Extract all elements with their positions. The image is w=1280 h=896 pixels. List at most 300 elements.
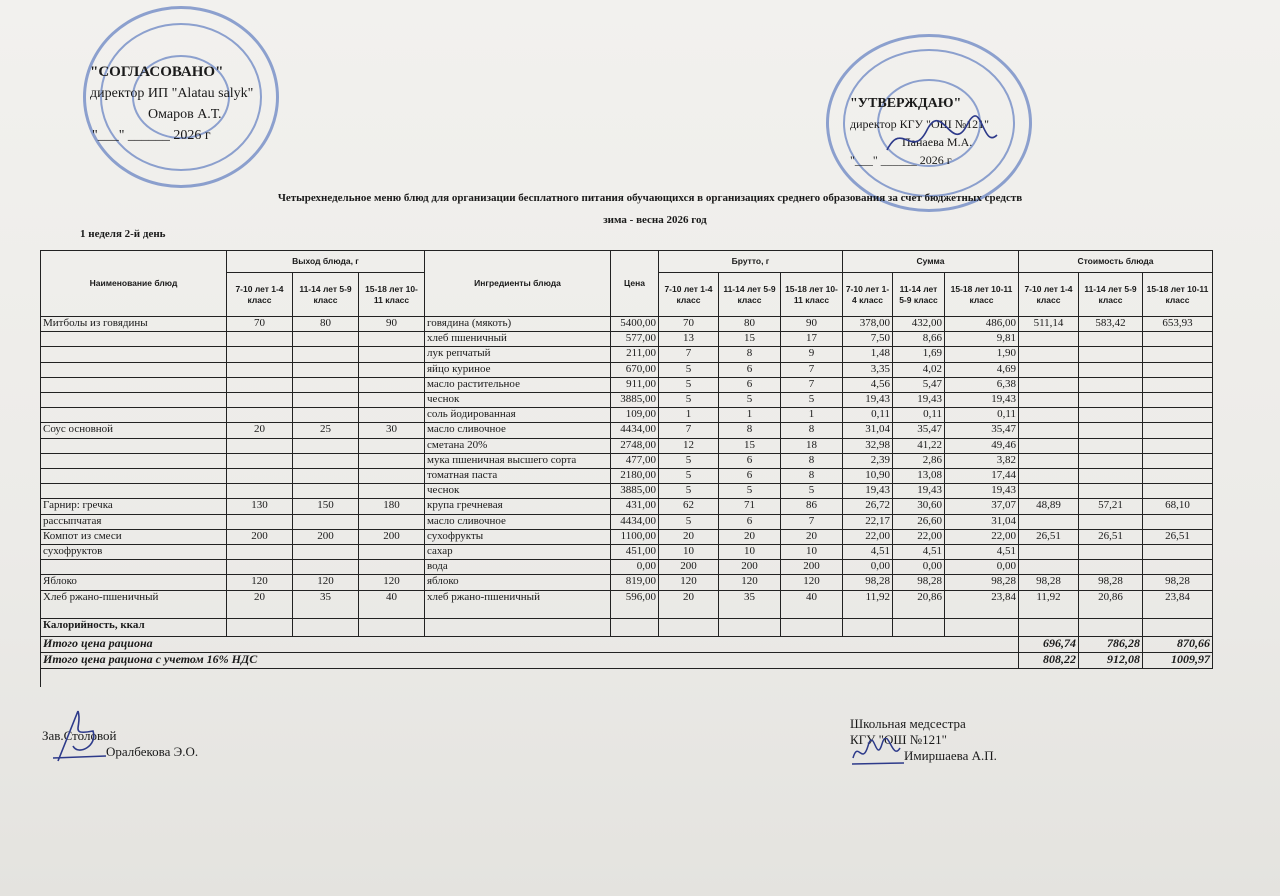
- cell-s3: 9,81: [945, 332, 1019, 347]
- cell-b2: 5: [719, 484, 781, 499]
- cell-y2: [293, 378, 359, 393]
- cell-b3: 7: [781, 378, 843, 393]
- cell-dish: Компот из смеси: [41, 530, 227, 545]
- cell-ing: чеснок: [425, 393, 611, 408]
- cell-b3: 90: [781, 317, 843, 332]
- cell-b2: 20: [719, 530, 781, 545]
- cell-c2: [1079, 545, 1143, 560]
- cell-b2: 35: [719, 591, 781, 619]
- cell-c1: 26,51: [1019, 530, 1079, 545]
- cell-y3: 30: [359, 423, 425, 438]
- cell-dish: Яблоко: [41, 575, 227, 590]
- cell-price: 670,00: [611, 363, 659, 378]
- cell-c3: [1143, 439, 1213, 454]
- cell-s3: 0,00: [945, 560, 1019, 575]
- cell-c2: [1079, 347, 1143, 362]
- cell-y1: 20: [227, 591, 293, 619]
- left-name: Омаров А.Т.: [148, 107, 222, 122]
- cell-y2: 200: [293, 530, 359, 545]
- cell-price: 3885,00: [611, 393, 659, 408]
- cell-ing: масло сливочное: [425, 515, 611, 530]
- cell-c3: [1143, 363, 1213, 378]
- cell-c2: 583,42: [1079, 317, 1143, 332]
- header-yield: Выход блюда, г: [227, 251, 425, 273]
- calories-cell: [611, 619, 659, 637]
- right-name: Панаева М.А.: [902, 135, 973, 149]
- cell-y2: [293, 332, 359, 347]
- cell-b3: 120: [781, 575, 843, 590]
- cell-price: 1100,00: [611, 530, 659, 545]
- left-date: "___" ______ 2026 г: [92, 128, 211, 143]
- cell-s3: 6,38: [945, 378, 1019, 393]
- cell-c3: [1143, 484, 1213, 499]
- cell-y2: [293, 469, 359, 484]
- cell-s3: 23,84: [945, 591, 1019, 619]
- calories-cell: [1019, 619, 1079, 637]
- cell-y2: [293, 484, 359, 499]
- cell-price: 211,00: [611, 347, 659, 362]
- cell-c2: [1079, 484, 1143, 499]
- nurse-name: Имиршаева А.П.: [904, 748, 997, 763]
- total-g3: 870,66: [1143, 637, 1213, 653]
- cell-c3: [1143, 393, 1213, 408]
- cell-c1: [1019, 378, 1079, 393]
- cell-s2: 8,66: [893, 332, 945, 347]
- cell-dish: [41, 484, 227, 499]
- cell-b1: 5: [659, 378, 719, 393]
- cell-price: 2180,00: [611, 469, 659, 484]
- nurse-title: Школьная медсестра: [850, 716, 966, 731]
- cell-y2: 80: [293, 317, 359, 332]
- cell-s1: 10,90: [843, 469, 893, 484]
- cell-ing: масло сливочное: [425, 423, 611, 438]
- cell-price: 577,00: [611, 332, 659, 347]
- cell-price: 4434,00: [611, 423, 659, 438]
- canteen-signature: [48, 706, 108, 766]
- header-ingredients: Ингредиенты блюда: [425, 251, 611, 317]
- cell-b1: 7: [659, 347, 719, 362]
- cell-ing: лук репчатый: [425, 347, 611, 362]
- header-yield-g1: 7-10 лет 1-4 класс: [227, 273, 293, 317]
- cell-dish: [41, 363, 227, 378]
- cell-s1: 19,43: [843, 393, 893, 408]
- cell-c2: 57,21: [1079, 499, 1143, 514]
- calories-cell: [945, 619, 1019, 637]
- cell-ing: хлеб ржано-пшеничный: [425, 591, 611, 619]
- total-g2: 786,28: [1079, 637, 1143, 653]
- cell-b1: 10: [659, 545, 719, 560]
- cell-c2: 98,28: [1079, 575, 1143, 590]
- cell-c1: [1019, 332, 1079, 347]
- cell-c3: [1143, 469, 1213, 484]
- agreed-label: "СОГЛАСОВАНО": [90, 64, 224, 80]
- cell-b3: 8: [781, 454, 843, 469]
- cell-y3: [359, 393, 425, 408]
- cell-ing: соль йодированная: [425, 408, 611, 423]
- cell-s3: 4,51: [945, 545, 1019, 560]
- right-signature: [882, 110, 1002, 170]
- cell-b1: 5: [659, 515, 719, 530]
- cell-s1: 378,00: [843, 317, 893, 332]
- calories-cell: [893, 619, 945, 637]
- cell-b3: 8: [781, 423, 843, 438]
- cell-y3: [359, 332, 425, 347]
- cell-y3: [359, 545, 425, 560]
- cell-c2: [1079, 454, 1143, 469]
- cell-s2: 2,86: [893, 454, 945, 469]
- cell-c1: [1019, 439, 1079, 454]
- calories-cell: [719, 619, 781, 637]
- cell-ing: яблоко: [425, 575, 611, 590]
- canteen-title: Зав.Столовой: [42, 728, 117, 743]
- cell-dish: [41, 560, 227, 575]
- cell-y2: [293, 408, 359, 423]
- cell-s1: 7,50: [843, 332, 893, 347]
- header-cost-g1: 7-10 лет 1-4 класс: [1019, 273, 1079, 317]
- cell-c2: [1079, 332, 1143, 347]
- cell-b2: 80: [719, 317, 781, 332]
- cell-b1: 5: [659, 454, 719, 469]
- cell-c3: [1143, 423, 1213, 438]
- cell-s1: 3,35: [843, 363, 893, 378]
- cell-c3: [1143, 454, 1213, 469]
- document-subtitle: зима - весна 2026 год: [603, 214, 707, 226]
- cell-y2: 35: [293, 591, 359, 619]
- cell-b2: 1: [719, 408, 781, 423]
- cell-y3: [359, 378, 425, 393]
- cell-b1: 20: [659, 591, 719, 619]
- cell-c3: [1143, 408, 1213, 423]
- cell-y3: [359, 454, 425, 469]
- cell-c1: [1019, 408, 1079, 423]
- cell-ing: говядина (мякоть): [425, 317, 611, 332]
- cell-b2: 6: [719, 515, 781, 530]
- cell-s1: 2,39: [843, 454, 893, 469]
- cell-y3: 120: [359, 575, 425, 590]
- cell-c3: 23,84: [1143, 591, 1213, 619]
- menu-table: [40, 250, 1213, 687]
- total-vat-g1: 808,22: [1019, 653, 1079, 669]
- cell-y1: [227, 332, 293, 347]
- cell-s2: 4,02: [893, 363, 945, 378]
- cell-b3: 9: [781, 347, 843, 362]
- cell-ing: сухофрукты: [425, 530, 611, 545]
- cell-y2: 150: [293, 499, 359, 514]
- cell-c1: [1019, 469, 1079, 484]
- cell-c2: [1079, 378, 1143, 393]
- cell-y3: [359, 560, 425, 575]
- calories-cell: [1143, 619, 1213, 637]
- cell-y2: 120: [293, 575, 359, 590]
- cell-s2: 0,11: [893, 408, 945, 423]
- cell-y3: 40: [359, 591, 425, 619]
- cell-s3: 486,00: [945, 317, 1019, 332]
- header-gross-g2: 11-14 лет 5-9 класс: [719, 273, 781, 317]
- cell-c1: [1019, 454, 1079, 469]
- header-sum-g3: 15-18 лет 10-11 класс: [945, 273, 1019, 317]
- cell-y3: 200: [359, 530, 425, 545]
- cell-price: 5400,00: [611, 317, 659, 332]
- right-date: "___" ______ 2026 г: [850, 153, 952, 167]
- cell-y3: [359, 439, 425, 454]
- cell-b2: 15: [719, 332, 781, 347]
- cell-c2: [1079, 515, 1143, 530]
- cell-s3: 37,07: [945, 499, 1019, 514]
- cell-b3: 40: [781, 591, 843, 619]
- cell-dish: [41, 393, 227, 408]
- cell-c1: [1019, 560, 1079, 575]
- cell-y1: 70: [227, 317, 293, 332]
- total-g1: 696,74: [1019, 637, 1079, 653]
- cell-y1: [227, 560, 293, 575]
- cell-b3: 17: [781, 332, 843, 347]
- cell-y1: [227, 393, 293, 408]
- calories-cell: [227, 619, 293, 637]
- cell-dish: [41, 439, 227, 454]
- cell-s3: 49,46: [945, 439, 1019, 454]
- cell-dish: [41, 347, 227, 362]
- cell-s2: 0,00: [893, 560, 945, 575]
- cell-dish: рассыпчатая: [41, 515, 227, 530]
- cell-s1: 26,72: [843, 499, 893, 514]
- cell-s2: 98,28: [893, 575, 945, 590]
- cell-b3: 5: [781, 484, 843, 499]
- header-gross-g3: 15-18 лет 10-11 класс: [781, 273, 843, 317]
- cell-dish: Хлеб ржано-пшеничный: [41, 591, 227, 619]
- cell-price: 4434,00: [611, 515, 659, 530]
- cell-b2: 15: [719, 439, 781, 454]
- cell-y3: [359, 484, 425, 499]
- cell-c1: [1019, 347, 1079, 362]
- cell-b2: 200: [719, 560, 781, 575]
- document-title: Четырехнедельное меню блюд для организации бесплатного питания обучающихся в организациях среднего образования за счет бюджетных средств: [277, 192, 1023, 204]
- cell-dish: Гарнир: гречка: [41, 499, 227, 514]
- calories-label: Калорийность, ккал: [41, 619, 227, 637]
- cell-b2: 6: [719, 363, 781, 378]
- cell-price: 911,00: [611, 378, 659, 393]
- cell-b3: 5: [781, 393, 843, 408]
- cell-b1: 12: [659, 439, 719, 454]
- cell-y2: [293, 363, 359, 378]
- cell-s1: 22,17: [843, 515, 893, 530]
- cell-s3: 0,11: [945, 408, 1019, 423]
- cell-b1: 20: [659, 530, 719, 545]
- header-sum-g2: 11-14 лет 5-9 класс: [893, 273, 945, 317]
- calories-cell: [425, 619, 611, 637]
- cell-b3: 20: [781, 530, 843, 545]
- cell-dish: Соус основной: [41, 423, 227, 438]
- calories-cell: [1079, 619, 1143, 637]
- cell-c2: [1079, 363, 1143, 378]
- cell-y1: 200: [227, 530, 293, 545]
- calories-cell: [781, 619, 843, 637]
- cell-y2: [293, 454, 359, 469]
- cell-b3: 18: [781, 439, 843, 454]
- cell-s1: 0,00: [843, 560, 893, 575]
- cell-b1: 5: [659, 469, 719, 484]
- calories-cell: [843, 619, 893, 637]
- cell-dish: сухофруктов: [41, 545, 227, 560]
- cell-dish: Митболы из говядины: [41, 317, 227, 332]
- cell-c1: [1019, 393, 1079, 408]
- cell-ing: мука пшеничная высшего сорта: [425, 454, 611, 469]
- cell-c2: [1079, 423, 1143, 438]
- cell-y1: [227, 408, 293, 423]
- cell-y1: [227, 484, 293, 499]
- cell-price: 3885,00: [611, 484, 659, 499]
- cell-y1: 130: [227, 499, 293, 514]
- cell-b2: 120: [719, 575, 781, 590]
- cell-s2: 35,47: [893, 423, 945, 438]
- cell-c3: [1143, 347, 1213, 362]
- cell-b2: 8: [719, 347, 781, 362]
- cell-dish: [41, 454, 227, 469]
- day-label: 1 неделя 2-й день: [80, 228, 166, 240]
- cell-b1: 70: [659, 317, 719, 332]
- header-yield-g3: 15-18 лет 10-11 класс: [359, 273, 425, 317]
- cell-s1: 19,43: [843, 484, 893, 499]
- cell-b1: 120: [659, 575, 719, 590]
- cell-ing: чеснок: [425, 484, 611, 499]
- cell-b2: 6: [719, 378, 781, 393]
- cell-y1: 20: [227, 423, 293, 438]
- cell-s2: 41,22: [893, 439, 945, 454]
- cell-c3: 98,28: [1143, 575, 1213, 590]
- nurse-org: КГУ "ОШ №121": [850, 732, 947, 747]
- cell-b2: 6: [719, 469, 781, 484]
- cell-s1: 31,04: [843, 423, 893, 438]
- cell-c2: [1079, 408, 1143, 423]
- calories-cell: [659, 619, 719, 637]
- header-gross-g1: 7-10 лет 1-4 класс: [659, 273, 719, 317]
- cell-c1: [1019, 423, 1079, 438]
- cell-s3: 17,44: [945, 469, 1019, 484]
- cell-b1: 200: [659, 560, 719, 575]
- cell-y1: [227, 515, 293, 530]
- cell-price: 596,00: [611, 591, 659, 619]
- cell-ing: яйцо куриное: [425, 363, 611, 378]
- cell-b3: 7: [781, 515, 843, 530]
- cell-price: 431,00: [611, 499, 659, 514]
- cell-s3: 1,90: [945, 347, 1019, 362]
- cell-s1: 22,00: [843, 530, 893, 545]
- cell-dish: [41, 332, 227, 347]
- cell-b3: 200: [781, 560, 843, 575]
- cell-y1: [227, 363, 293, 378]
- cell-s2: 26,60: [893, 515, 945, 530]
- cell-c3: [1143, 332, 1213, 347]
- cell-y1: [227, 454, 293, 469]
- cell-y2: [293, 515, 359, 530]
- cell-s1: 32,98: [843, 439, 893, 454]
- cell-c1: [1019, 545, 1079, 560]
- header-price: Цена: [611, 251, 659, 317]
- cell-s3: 22,00: [945, 530, 1019, 545]
- cell-b3: 10: [781, 545, 843, 560]
- header-cost-g2: 11-14 лет 5-9 класс: [1079, 273, 1143, 317]
- cell-b1: 5: [659, 393, 719, 408]
- left-position: директор ИП "Alatau salyk": [90, 86, 254, 101]
- header-cost-g3: 15-18 лет 10-11 класс: [1143, 273, 1213, 317]
- cell-b2: 5: [719, 393, 781, 408]
- cell-s3: 3,82: [945, 454, 1019, 469]
- cell-ing: масло растительное: [425, 378, 611, 393]
- cell-y2: [293, 347, 359, 362]
- cell-c3: [1143, 515, 1213, 530]
- cell-s1: 4,51: [843, 545, 893, 560]
- cell-y3: [359, 408, 425, 423]
- cell-price: 819,00: [611, 575, 659, 590]
- cell-b1: 5: [659, 363, 719, 378]
- cell-price: 109,00: [611, 408, 659, 423]
- cell-s2: 4,51: [893, 545, 945, 560]
- approved-label: "УТВЕРЖДАЮ": [850, 96, 962, 111]
- calories-cell: [293, 619, 359, 637]
- cell-s3: 4,69: [945, 363, 1019, 378]
- cell-b3: 8: [781, 469, 843, 484]
- cell-b2: 71: [719, 499, 781, 514]
- cell-y1: [227, 347, 293, 362]
- header-cost: Стоимость блюда: [1019, 251, 1213, 273]
- cell-c2: [1079, 560, 1143, 575]
- cell-y3: [359, 515, 425, 530]
- cell-y2: [293, 439, 359, 454]
- cell-b1: 62: [659, 499, 719, 514]
- cell-s1: 1,48: [843, 347, 893, 362]
- cell-y1: 120: [227, 575, 293, 590]
- header-sum: Сумма: [843, 251, 1019, 273]
- cell-c1: 11,92: [1019, 591, 1079, 619]
- cell-c2: [1079, 439, 1143, 454]
- cell-s2: 20,86: [893, 591, 945, 619]
- cell-c1: [1019, 484, 1079, 499]
- cell-c3: [1143, 560, 1213, 575]
- cell-price: 451,00: [611, 545, 659, 560]
- cell-y3: 180: [359, 499, 425, 514]
- cell-b2: 8: [719, 423, 781, 438]
- nurse-signature: [850, 738, 906, 768]
- cell-ing: хлеб пшеничный: [425, 332, 611, 347]
- canteen-name: Оралбекова Э.О.: [106, 744, 199, 759]
- cell-y1: [227, 545, 293, 560]
- header-dish: Наименование блюд: [41, 251, 227, 317]
- cell-s1: 98,28: [843, 575, 893, 590]
- cell-s3: 98,28: [945, 575, 1019, 590]
- cell-price: 2748,00: [611, 439, 659, 454]
- cell-y1: [227, 378, 293, 393]
- cell-s2: 19,43: [893, 393, 945, 408]
- cell-ing: сметана 20%: [425, 439, 611, 454]
- cell-c3: 68,10: [1143, 499, 1213, 514]
- cell-y1: [227, 469, 293, 484]
- cell-s2: 30,60: [893, 499, 945, 514]
- cell-y1: [227, 439, 293, 454]
- cell-s1: 4,56: [843, 378, 893, 393]
- cell-b3: 1: [781, 408, 843, 423]
- cell-b3: 86: [781, 499, 843, 514]
- cell-s2: 5,47: [893, 378, 945, 393]
- cell-y3: [359, 363, 425, 378]
- total-label: Итого цена рациона: [41, 637, 1019, 653]
- cell-c2: [1079, 469, 1143, 484]
- cell-y2: [293, 393, 359, 408]
- cell-s2: 432,00: [893, 317, 945, 332]
- cell-s3: 19,43: [945, 484, 1019, 499]
- cell-c1: 98,28: [1019, 575, 1079, 590]
- cell-dish: [41, 408, 227, 423]
- cell-c3: [1143, 378, 1213, 393]
- cell-s2: 19,43: [893, 484, 945, 499]
